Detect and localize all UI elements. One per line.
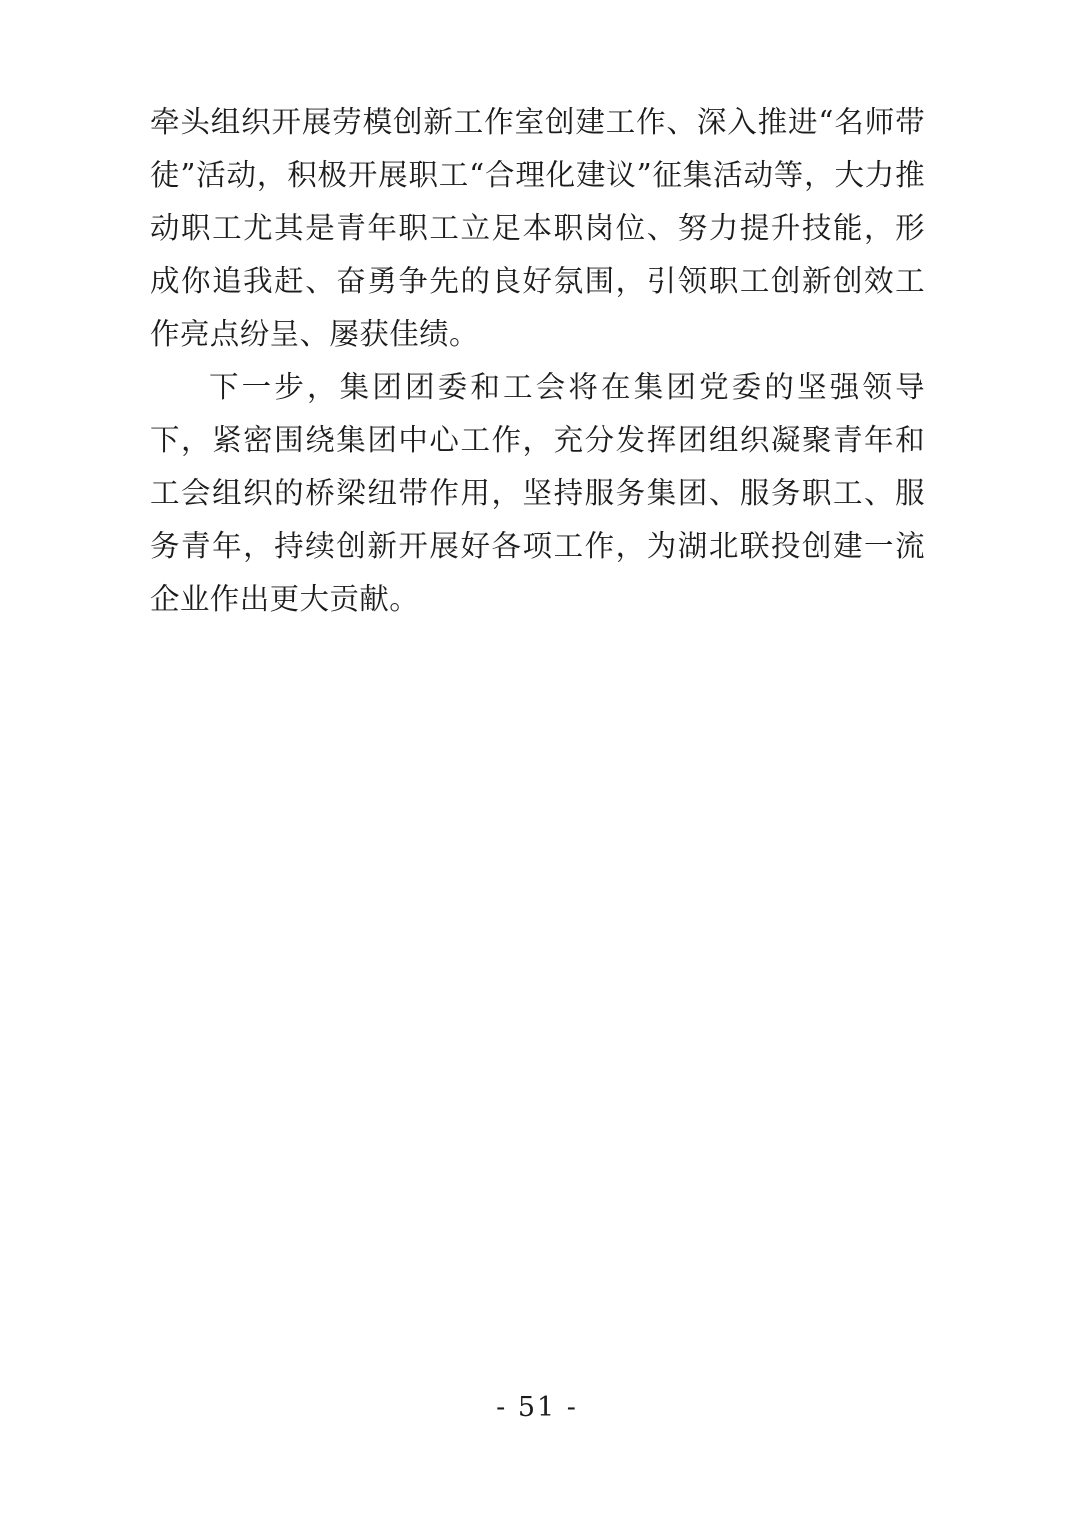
body-paragraph-2: 下一步，集团团委和工会将在集团党委的坚强领导下，紧密围绕集团中心工作，充分发挥团组织凝聚青年和工会组织的桥梁纽带作用，坚持服务集团、服务职工、服务青年，持续创新开展好各项工作，为湖北联投创建一流企业作出更大贡献。	[150, 370, 925, 616]
body-paragraph-1: 牵头组织开展劳模创新工作室创建工作、深入推进“名师带徒”活动，积极开展职工“合理化建议”征集活动等，大力推动职工尤其是青年职工立足本职岗位、努力提升技能，形成你追我赶、奋勇争先的良好氛围，引领职工创新创效工作亮点纷呈、屡获佳绩。	[150, 105, 925, 351]
document-body	[150, 96, 925, 626]
page-number-footer: - 51 -	[496, 1392, 578, 1423]
